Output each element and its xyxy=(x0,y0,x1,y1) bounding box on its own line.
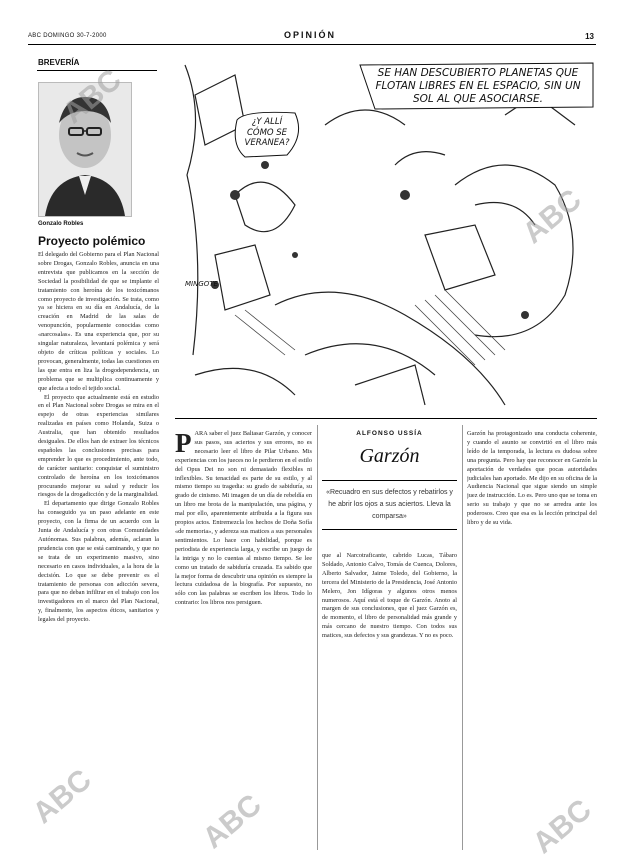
breve-paragraph: El departamento que dirige Gonzalo Robles ha conseguido ya un paso adelante en este proyecto, con la firma de un acuerdo con la Junta de Andalucía y con otras Comunidades Autónomas. Sus palabras, además, aclaran la prudencia con que se está caminando, y que no se trata de un experimento masivo, sino necesario en casos individuales, a la hora de la decisión. Lo que se debe prevenir es el tratamiento de personas con adicción severa, para que no deban infiltrar en el trabajo con los investigadores en el marco del Plan Nacional, y, finalmente, los aspectos éticos, sanitarios y legales del proyecto. xyxy=(38,500,159,624)
watermark: ABC xyxy=(26,763,98,831)
breveria-rule xyxy=(37,70,157,71)
section-title: OPINIÓN xyxy=(283,30,336,40)
portrait-photo xyxy=(38,82,132,217)
watermark: ABC xyxy=(526,793,598,861)
article-lead-text: ARA saber el juez Baltasar Garzón, y conocer sus pasos, sus aciertos y sus errores, no es necesario leer el libro de Pilar Urbano. Mis experiencias con los jueces no le perdieron en el estilo del Opus Dei no son ni demasiado flexibles ni inflexibles. Su tenacidad es parte de su estilo, y al mismo tiempo su tragedia: su grado de sabiduría, su grado de cinismo. Mi imagen de un día de rebeldía en un libro me brota de la manipulación, una página, y mal por ello, aparentemente atribuida a la figura sus propios actos. Entremezcla los hechos de Doña Sofía «de memoria», y adereza sus matices a sus personales sentimientos. Lo hace con habilidad, porque es periodista de experiencia larga, y escribe un juego de la intriga y no lo cuentas al mismo tiempo. Se lee como un tratado de sabiduría cruzada. Es sabido que la mejor forma de descubrir una opinión es siempre la lectura cuidadosa de la biografía. Por supuesto, no sólo con las palabras se escriben los libros. Todo lo contrario: los libros nos persiguen. xyxy=(175,430,312,607)
breve-paragraph: El delegado del Gobierno para el Plan Nacional sobre Drogas, Gonzalo Robles, anuncia en una entrevista que publicamos en la sección de Sociedad la posibilidad de que se implante el tratamiento con heroína de los toxicómanos como proyecto de investigación. Se trata, como ya se hiciera en su día en Andalucía, de la creación en Madrid de las salas de venopunción, popularmente conocidas como «narcosalas». Es una experiencia que, por su singular naturaleza, levantará polémica y será objeto de críticas políticas y sociales. Lo provocan, generalmente, todas las cuestiones en las que entra en liza la drogodependencia, un problema que se multiplica continuamente y que afecta a todo el tejido social. xyxy=(38,251,159,392)
watermark: ABC xyxy=(516,183,588,251)
article-middle-text: que al Narcotraficante, cabrido Lucas, Tábaro Soldado, Antonio Calvo, Tomás de Cuenca, Dolores, Alberto Salvador, Jaime Toledo, del Gobierno, la tercera del Ministerio de la Presidencia, José Antonio Melero, Jon Idígoras y algunos otros menos numerosos. Aquí está el toque de Garzón. Anoto al margen de sus conclusiones, que el juez Garzón es, de momento, el libro de personalidad más grande y más cercano de nuestro tiempo. Con todos sus matices, sus defectos y sus grandezas. Y no es poco. xyxy=(322,552,457,640)
watermark: ABC xyxy=(56,63,128,131)
column-divider xyxy=(462,425,463,850)
header-rule xyxy=(28,44,596,45)
breve-paragraph: El proyecto que actualmente está en estudio en el Plan Nacional sobre Drogas se mira en el espejo de otras experiencias similares realizadas en países como Holanda, Suiza o Australia, que han obtenido resultados desiguales. De ellos han de extraer los técnicos españoles las conclusiones precisas para emprender lo que es procedimiento, ante todo, de carácter sanitario: conquistar el suministro controlado de heroína en los toxicómanos procurando mejorar su salud y reducir los riesgos de la drogadicción y de la marginalidad. xyxy=(38,393,159,499)
header-date: ABC DOMINGO 30-7-2000 xyxy=(28,33,107,39)
cartoon-signature: MINGOTE xyxy=(185,280,218,288)
pull-quote: «Recuadro en sus defectos y rebatirlos y he abrir los ojos a sus aciertos. Lleva la comparsa» xyxy=(322,480,457,530)
breve-headline: Proyecto polémico xyxy=(38,234,146,248)
portrait-drawing xyxy=(39,83,131,216)
column-divider xyxy=(317,425,318,850)
watermark: ABC xyxy=(196,788,268,856)
breveria-label: BREVERÍA xyxy=(38,58,80,67)
article-author: ALFONSO USSÍA xyxy=(356,430,423,437)
article-middle-column xyxy=(322,552,457,850)
breve-body xyxy=(38,251,159,849)
cartoon-drawing xyxy=(175,55,597,415)
article-rule xyxy=(175,418,597,419)
speech-bubble-main: SE HAN DESCUBIERTO PLANETAS QUE FLOTAN LIBRES EN EL ESPACIO, SIN UN SOL AL QUE ASOCIARSE. xyxy=(375,67,581,105)
photo-caption: Gonzalo Robles xyxy=(38,221,84,227)
speech-bubble-reply: ¿Y ALLÍ CÓMO SE VERANEA? xyxy=(244,117,290,148)
article-title: Garzón xyxy=(359,445,420,467)
article-lead xyxy=(175,430,312,850)
page-number: 13 xyxy=(585,32,594,41)
drop-cap: P xyxy=(175,430,192,458)
cartoon xyxy=(175,55,597,415)
article-right-column xyxy=(467,430,597,850)
article-right-text: Garzón ha protagonizado una conducta coherente, y cuando el asunto se convirtió en el libro más leído de la temporada, la lectura es dudosa sobre una pregunta. Pero hay que reconocer en Garzón la aportación de verdades que pocas autoridades judiciales han aportado. Me dijo en su oficina de la Audiencia Nacional que sigue siendo un simple juez de instrucción. Lo es. Pero uno que se toma en serio su trabajo y que no se arredra ante los poderosos. Creo que esa es la lección principal del libro y de su vida. xyxy=(467,430,597,527)
